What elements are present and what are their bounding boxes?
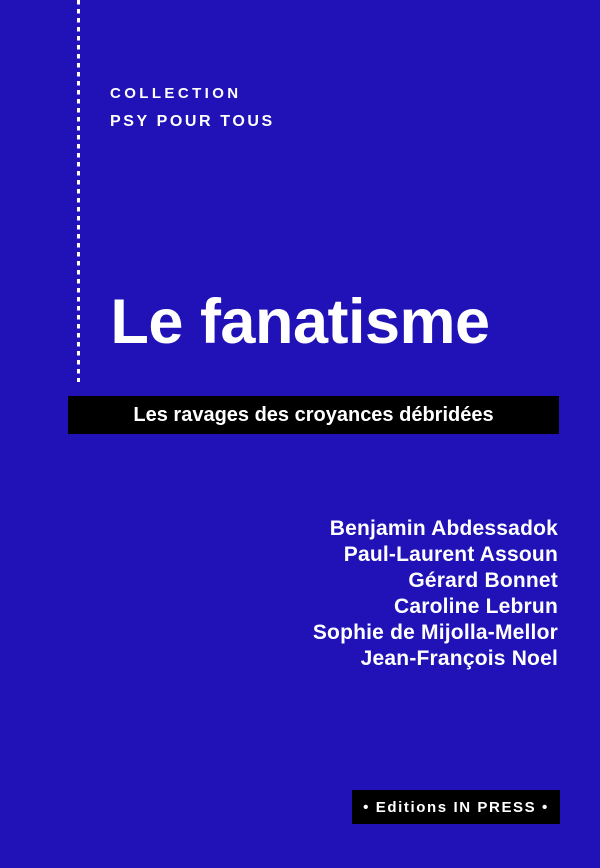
subtitle-band — [68, 396, 559, 434]
author-list — [313, 516, 558, 672]
list-item: Jean-François Noel — [360, 647, 558, 670]
list-item: Sophie de Mijolla-Mellor — [312, 621, 558, 644]
publisher-name: • Editions IN PRESS • — [363, 798, 549, 816]
publisher-band — [352, 790, 560, 824]
book-subtitle: Les ravages des croyances débridées — [133, 404, 494, 426]
book-title: Le fanatisme — [110, 287, 490, 357]
list-item: Benjamin Abdessadok — [329, 517, 558, 540]
collection-name: PSY POUR TOUS — [110, 113, 275, 130]
list-item: Paul-Laurent Assoun — [343, 543, 558, 566]
collection-label: COLLECTION — [110, 85, 242, 102]
collection-block — [110, 84, 275, 133]
list-item: Gérard Bonnet — [408, 569, 558, 592]
list-item: Caroline Lebrun — [393, 595, 558, 618]
